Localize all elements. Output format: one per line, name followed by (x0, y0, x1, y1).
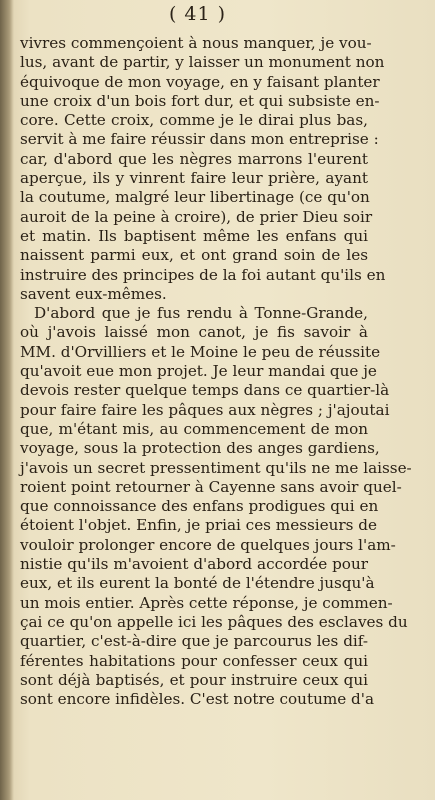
text-line: férentes habitations pour confesser ceux qui (20, 651, 368, 670)
text-line: la coutume, malgré leur libertinage (ce qu'on (20, 188, 370, 207)
text-line: un mois entier. Après cette réponse, je commen- (20, 593, 393, 612)
text-line: vouloir prolonger encore de quelques jours l'am- (20, 535, 396, 554)
text-line: sont encore infidèles. C'est notre coutume d'a (20, 690, 375, 709)
text-line: j'avois un secret pressentiment qu'ils ne me laisse- (20, 458, 412, 477)
text-line: où j'avois laissé mon canot, je fis savoir à (20, 323, 368, 342)
text-line: qu'avoit eue mon projet. Je leur mandai que je (20, 362, 377, 381)
text-line: car, d'abord que les nègres marrons l'eurent (20, 149, 368, 168)
text-line: sont déjà baptisés, et pour instruire ceux qui (20, 670, 368, 689)
text-line: çai ce qu'on appelle ici les pâques des esclaves du (20, 612, 408, 631)
text-line: nistie qu'ils m'avoient d'abord accordée pour (20, 555, 368, 574)
text-line: une croix d'un bois fort dur, et qui subsiste en- (20, 91, 380, 110)
text-line: que connoissance des enfans prodigues qui en (20, 497, 379, 516)
text-line: MM. d'Orvilliers et le Moine le peu de réussite (20, 342, 381, 361)
binding-shadow (0, 0, 14, 800)
text-line: auroit de la peine à croire), de prier Dieu soir (20, 207, 373, 226)
text-line: étoient l'objet. Enfin, je priai ces messieurs de (20, 516, 377, 535)
text-line: servit à me faire réussir dans mon entreprise : (20, 130, 379, 149)
text-line: équivoque de mon voyage, en y faisant planter (20, 72, 380, 91)
text-line: savent eux-mêmes. (20, 284, 167, 303)
body-text (20, 34, 412, 709)
text-line: quartier, c'est-à-dire que je parcourus les dif- (20, 632, 368, 651)
text-line: aperçue, ils y vinrent faire leur prière, ayant (20, 169, 368, 188)
text-line: et matin. Ils baptisent même les enfans qui (20, 226, 368, 245)
text-line: lus, avant de partir, y laisser un monument non (20, 53, 385, 72)
page-number: ( 41 ) (168, 3, 227, 25)
text-line: devois rester quelque temps dans ce quartier-là (20, 381, 390, 400)
text-line: naissent parmi eux, et ont grand soin de les (20, 246, 368, 265)
text-line: vivres commençoient à nous manquer, je vou- (20, 34, 372, 52)
text-line: core. Cette croix, comme je le dirai plus bas, (20, 111, 368, 130)
text-line: instruire des principes de la foi autant qu'ils en (20, 265, 386, 284)
paragraph-1 (20, 34, 386, 304)
text-line: pour faire faire les pâques aux nègres ; j'ajoutai (20, 400, 390, 419)
text-line: D'abord que je fus rendu à Tonne-Grande, (34, 304, 368, 323)
text-line: que, m'étant mis, au commencement de mon (20, 419, 368, 438)
text-line: eux, et ils eurent la bonté de l'étendre jusqu'à (20, 574, 375, 593)
text-line: voyage, sous la protection des anges gardiens, (20, 439, 380, 458)
text-line: roient point retourner à Cayenne sans avoir quel- (20, 477, 402, 496)
paragraph-2 (20, 304, 412, 709)
